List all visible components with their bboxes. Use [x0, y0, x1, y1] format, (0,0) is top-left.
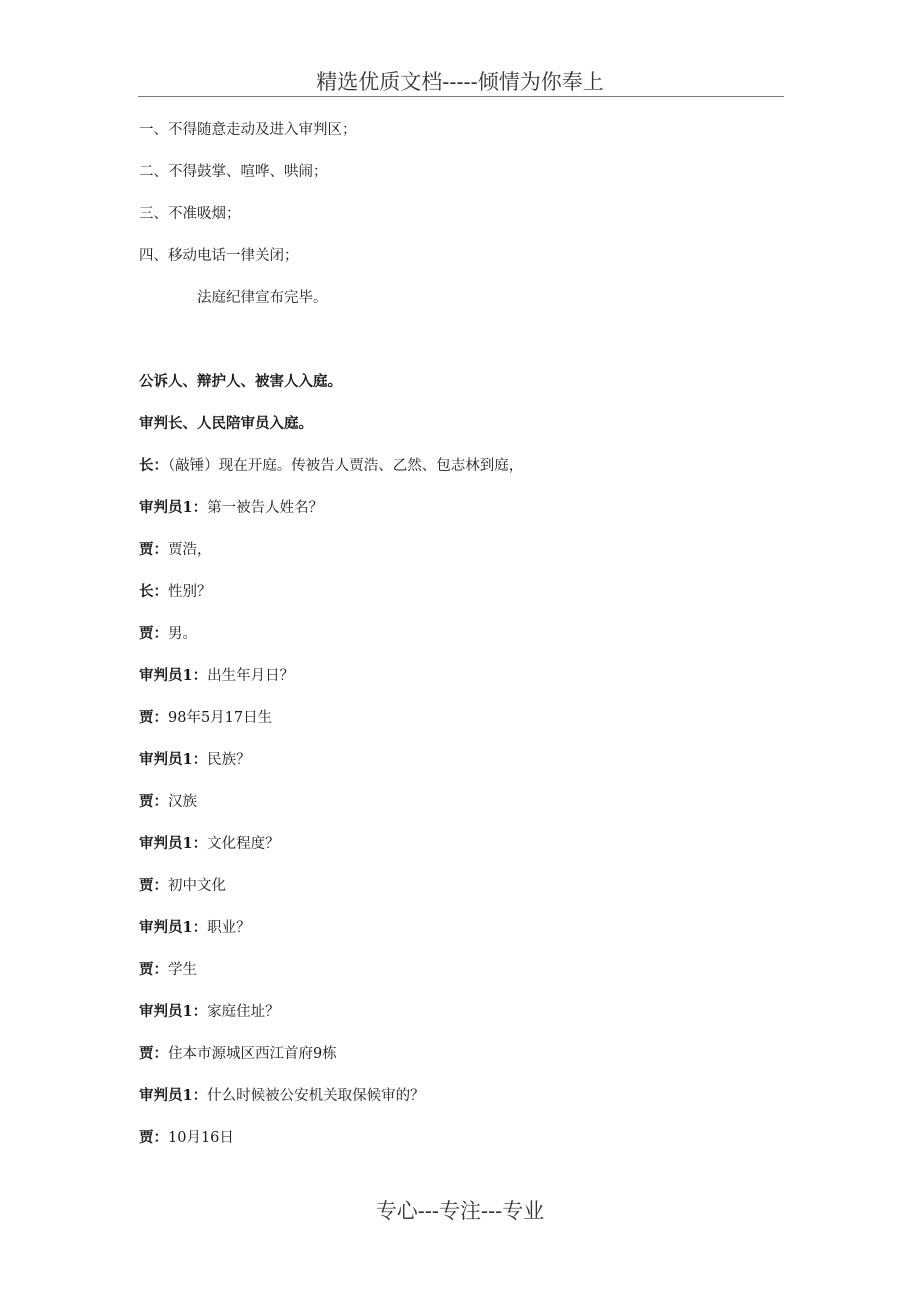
utterance: 男。 [168, 626, 197, 642]
speaker-label: 审判员1： [139, 499, 208, 516]
speaker-label: 长： [139, 583, 168, 600]
rule-line-1: 一、不得随意走动及进入审判区； [139, 122, 357, 138]
utterance: （敲锤）现在开庭。传被告人贾浩、乙然、包志林到庭， [168, 458, 524, 474]
rule-line-3: 三、不准吸烟； [139, 206, 241, 222]
dialogue-line [139, 832, 779, 874]
dialogue-line [139, 496, 779, 538]
utterance: 家庭住址？ [207, 1004, 280, 1020]
rule-line-4: 四、移动电话一律关闭； [139, 248, 299, 264]
dialogue-line [139, 958, 779, 1000]
utterance: 第一被告人姓名？ [207, 500, 324, 516]
speaker-label: 贾： [139, 709, 168, 726]
page-header: 精选优质文档-----倾情为你奉上 [316, 70, 604, 94]
utterance: 职业？ [207, 920, 251, 936]
dialogue-line [139, 1000, 779, 1042]
page-footer: 专心---专注---专业 [375, 1199, 545, 1223]
speaker-label: 审判员1： [139, 1003, 208, 1020]
dialogue-line [139, 1084, 779, 1126]
speaker-label: 长： [139, 457, 168, 474]
dialogue-line [139, 580, 779, 622]
dialogue-line [139, 622, 779, 664]
header-divider [138, 96, 784, 97]
utterance: 出生年月日？ [207, 668, 295, 684]
speaker-label: 贾： [139, 1045, 168, 1062]
speaker-label: 审判员1： [139, 835, 208, 852]
speaker-label: 审判员1： [139, 667, 208, 684]
utterance: 汉族 [168, 794, 197, 810]
dialogue-line [139, 790, 779, 832]
speaker-label: 贾： [139, 961, 168, 978]
utterance: 学生 [168, 962, 197, 978]
dialogue-line [139, 1126, 779, 1168]
dialogue-line [139, 1042, 779, 1084]
dialogue-line [139, 874, 779, 916]
utterance: 文化程度？ [207, 836, 280, 852]
speaker-label: 审判员1： [139, 751, 208, 768]
rule-line-2: 二、不得鼓掌、喧哗、哄闹； [139, 164, 328, 180]
speaker-label: 贾： [139, 793, 168, 810]
speaker-label: 贾： [139, 877, 168, 894]
speaker-label: 贾： [139, 625, 168, 642]
dialogue-line [139, 664, 779, 706]
blank-line [139, 328, 779, 370]
speaker-label: 审判员1： [139, 919, 208, 936]
utterance: 住本市源城区西江首府9栋 [168, 1046, 337, 1062]
entry-judges-enter: 审判长、人民陪审员入庭。 [139, 415, 313, 432]
dialogue-line [139, 538, 779, 580]
utterance: 什么时候被公安机关取保候审的？ [207, 1088, 425, 1104]
utterance: 10月16日 [168, 1130, 234, 1146]
utterance: 贾浩， [168, 542, 212, 558]
speaker-label: 贾： [139, 541, 168, 558]
dialogue-line [139, 454, 779, 496]
utterance: 民族？ [207, 752, 251, 768]
utterance: 性别？ [168, 584, 212, 600]
dialogue-line [139, 748, 779, 790]
speaker-label: 审判员1： [139, 1087, 208, 1104]
speaker-label: 贾： [139, 1129, 168, 1146]
entry-parties-enter: 公诉人、辩护人、被害人入庭。 [139, 373, 342, 390]
dialogue-line [139, 916, 779, 958]
utterance: 98年5月17日生 [168, 710, 273, 726]
dialogue-line [139, 706, 779, 748]
discipline-end: 法庭纪律宣布完毕。 [197, 290, 328, 306]
utterance: 初中文化 [168, 878, 226, 894]
document-body [139, 118, 779, 1168]
